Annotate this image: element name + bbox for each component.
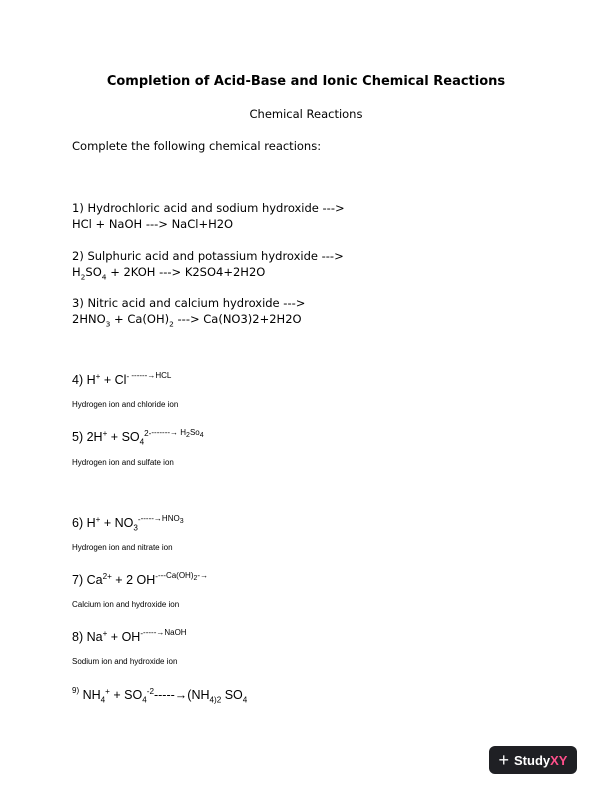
ionic-reaction-4-note: Hydrogen ion and chloride ion xyxy=(72,400,179,409)
ionic-reaction-5-note: Hydrogen ion and sulfate ion xyxy=(72,458,174,467)
ionic-reaction-5: 5) $2H^+ + SO_4^{2--------\to H2So4}$ xyxy=(72,428,204,447)
plus-icon: + xyxy=(498,749,510,770)
ionic-reaction-4: 4) H+ + Cl- $^{------\to HCL}$ xyxy=(72,371,172,387)
ionic-reaction-6-note: Hydrogen ion and nitrate ion xyxy=(72,543,173,552)
studyxy-logo[interactable] xyxy=(489,746,577,774)
ionic-reaction-9: $^{9)}$ $NH_4^+ + SO_4^{-2}-----\to(NH_{4)2}$ $SO_4$ xyxy=(72,686,248,705)
reaction-1-question: 1) Hydrochloric acid and sodium hydroxide ---> xyxy=(72,201,345,215)
ionic-reaction-6: 6) $H^+ + NO_3^{------\to HNO3}$ xyxy=(72,514,184,533)
logo-study-text: Study xyxy=(514,752,551,768)
page-title: Completion of Acid-Base and Ionic Chemical Reactions xyxy=(106,74,506,89)
reaction-3-question: 3) Nitric acid and calcium hydroxide ---> xyxy=(72,296,306,310)
reaction-2-answer: $H_2SO_4 + 2KOH$ ---> K2SO4+2H2O xyxy=(72,265,266,282)
ionic-reaction-8: 8) $Na^+ + OH^{------\to NaOH}$ xyxy=(72,628,187,644)
reaction-1-answer: HCl + NaOH ---> NaCl+H2O xyxy=(72,217,234,231)
reaction-2-question: 2) Sulphuric acid and potassium hydroxide ---> xyxy=(72,249,344,263)
logo-xy-text: XY xyxy=(550,752,568,768)
instruction-text: Complete the following chemical reactions: xyxy=(72,139,322,153)
ionic-reaction-7-note: Calcium ion and hydroxide ion xyxy=(72,600,180,609)
page-subtitle: Chemical Reactions xyxy=(249,107,363,121)
ionic-reaction-7: 7) $Ca^{2+} + 2$ $OH^{----Ca(OH)2-\to}$ xyxy=(72,571,209,587)
reaction-3-answer: $2HNO_3 + Ca(OH)_2$ ---> Ca(NO3)2+2H2O xyxy=(72,312,302,329)
ionic-reaction-8-note: Sodium ion and hydroxide ion xyxy=(72,657,178,666)
